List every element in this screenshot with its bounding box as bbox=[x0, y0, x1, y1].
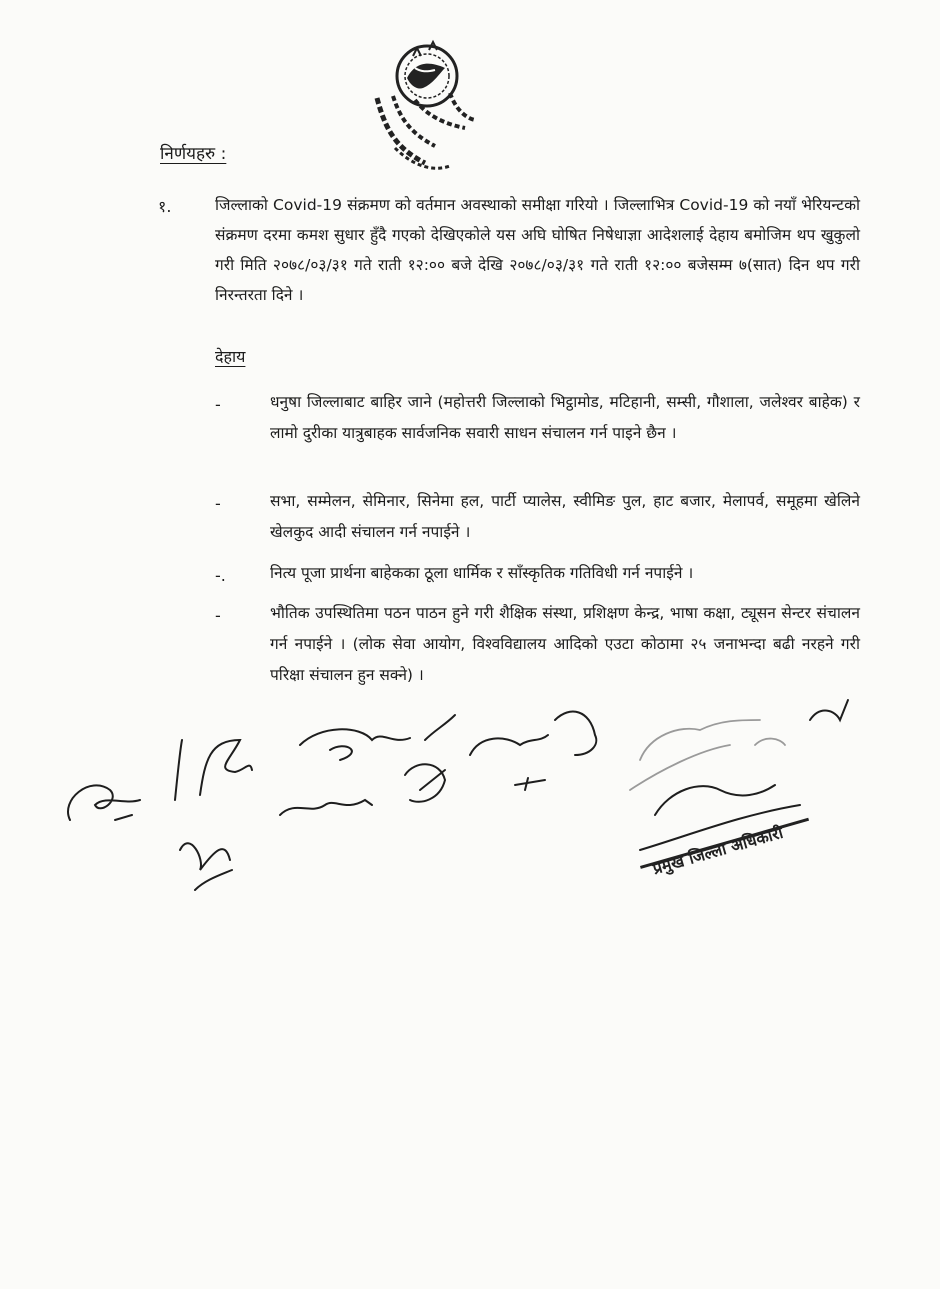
signature-4 bbox=[300, 729, 410, 760]
bullet-dash: -. bbox=[215, 566, 226, 585]
government-seal-icon bbox=[355, 38, 485, 178]
stamp-label: प्रमुख जिल्ला अधिकारी bbox=[650, 822, 786, 879]
pencil-signature-3 bbox=[755, 739, 785, 745]
signature-2 bbox=[175, 740, 252, 800]
pencil-signature-1 bbox=[640, 720, 760, 760]
bullet-text: भौतिक उपस्थितिमा पठन पाठन हुने गरी शैक्षिक संस्था, प्रशिक्षण केन्द्र, भाषा कक्षा, ट्यूसन सेन्टर संचालन गर्न नपाईने । (लोक सेवा आयोग, विश्वविद्यालय आदिको एउटा कोठामा २५ जनाभन्दा बढी नरहने गरी परिक्षा संचालन हुन सक्ने) । bbox=[270, 604, 860, 684]
decision-number: १. bbox=[158, 197, 172, 216]
signature-1 bbox=[68, 785, 140, 820]
signature-5 bbox=[280, 800, 372, 815]
signature-3 bbox=[180, 843, 232, 890]
signature-7 bbox=[425, 715, 455, 740]
signature-9 bbox=[515, 778, 545, 790]
signature-12 bbox=[810, 700, 848, 720]
signature-8 bbox=[470, 735, 548, 755]
pencil-signature-2 bbox=[630, 745, 730, 790]
bullet-text: धनुषा जिल्लाबाट बाहिर जाने (महोत्तरी जिल्लाको भिट्ठामोड, मटिहानी, सम्सी, गौशाला, जलेश्वर बाहेक) र लामो दुरीका यात्रुबाहक सार्वजनिक सवारी साधन संचालन गर्न पाइने छैन । bbox=[270, 393, 860, 442]
decision-text: जिल्लाको Covid-19 संक्रमण को वर्तमान अवस्थाको समीक्षा गरियो । जिल्लाभित्र Covid-19 को नयाँ भेरियन्टको संक्रमण दरमा कमश सुधार हुँदै गएको देखिएकोले यस अघि घोषित निषेधाज्ञा आदेशलाई देहाय बमोजिम थप खुकुलो गरी मिति २०७८/०३/३१ गते राती १२:०० बजे देखि २०७८/०३/३१ गते राती १२:०० बजेसम्म ७(सात) दिन थप गरी निरन्तरता दिने । bbox=[215, 196, 860, 304]
sub-heading: देहाय bbox=[215, 347, 246, 366]
bullet-dash: - bbox=[215, 395, 221, 414]
bullet-dash: - bbox=[215, 606, 221, 625]
bullet-text: नित्य पूजा प्रार्थना बाहेकका ठूला धार्मिक र साँस्कृतिक गतिविधी गर्न नपाईने । bbox=[270, 564, 694, 582]
section-heading: निर्णयहरु : bbox=[160, 144, 227, 164]
signature-10 bbox=[555, 712, 596, 755]
signature-6 bbox=[405, 764, 445, 801]
bullet-dash: - bbox=[215, 494, 221, 513]
bullet-text: सभा, सम्मेलन, सेमिनार, सिनेमा हल, पार्टी प्यालेस, स्वीमिङ पुल, हाट बजार, मेलापर्व, समूहमा खेलिने खेलकुद आदी संचालन गर्न नपाईने । bbox=[270, 492, 860, 541]
